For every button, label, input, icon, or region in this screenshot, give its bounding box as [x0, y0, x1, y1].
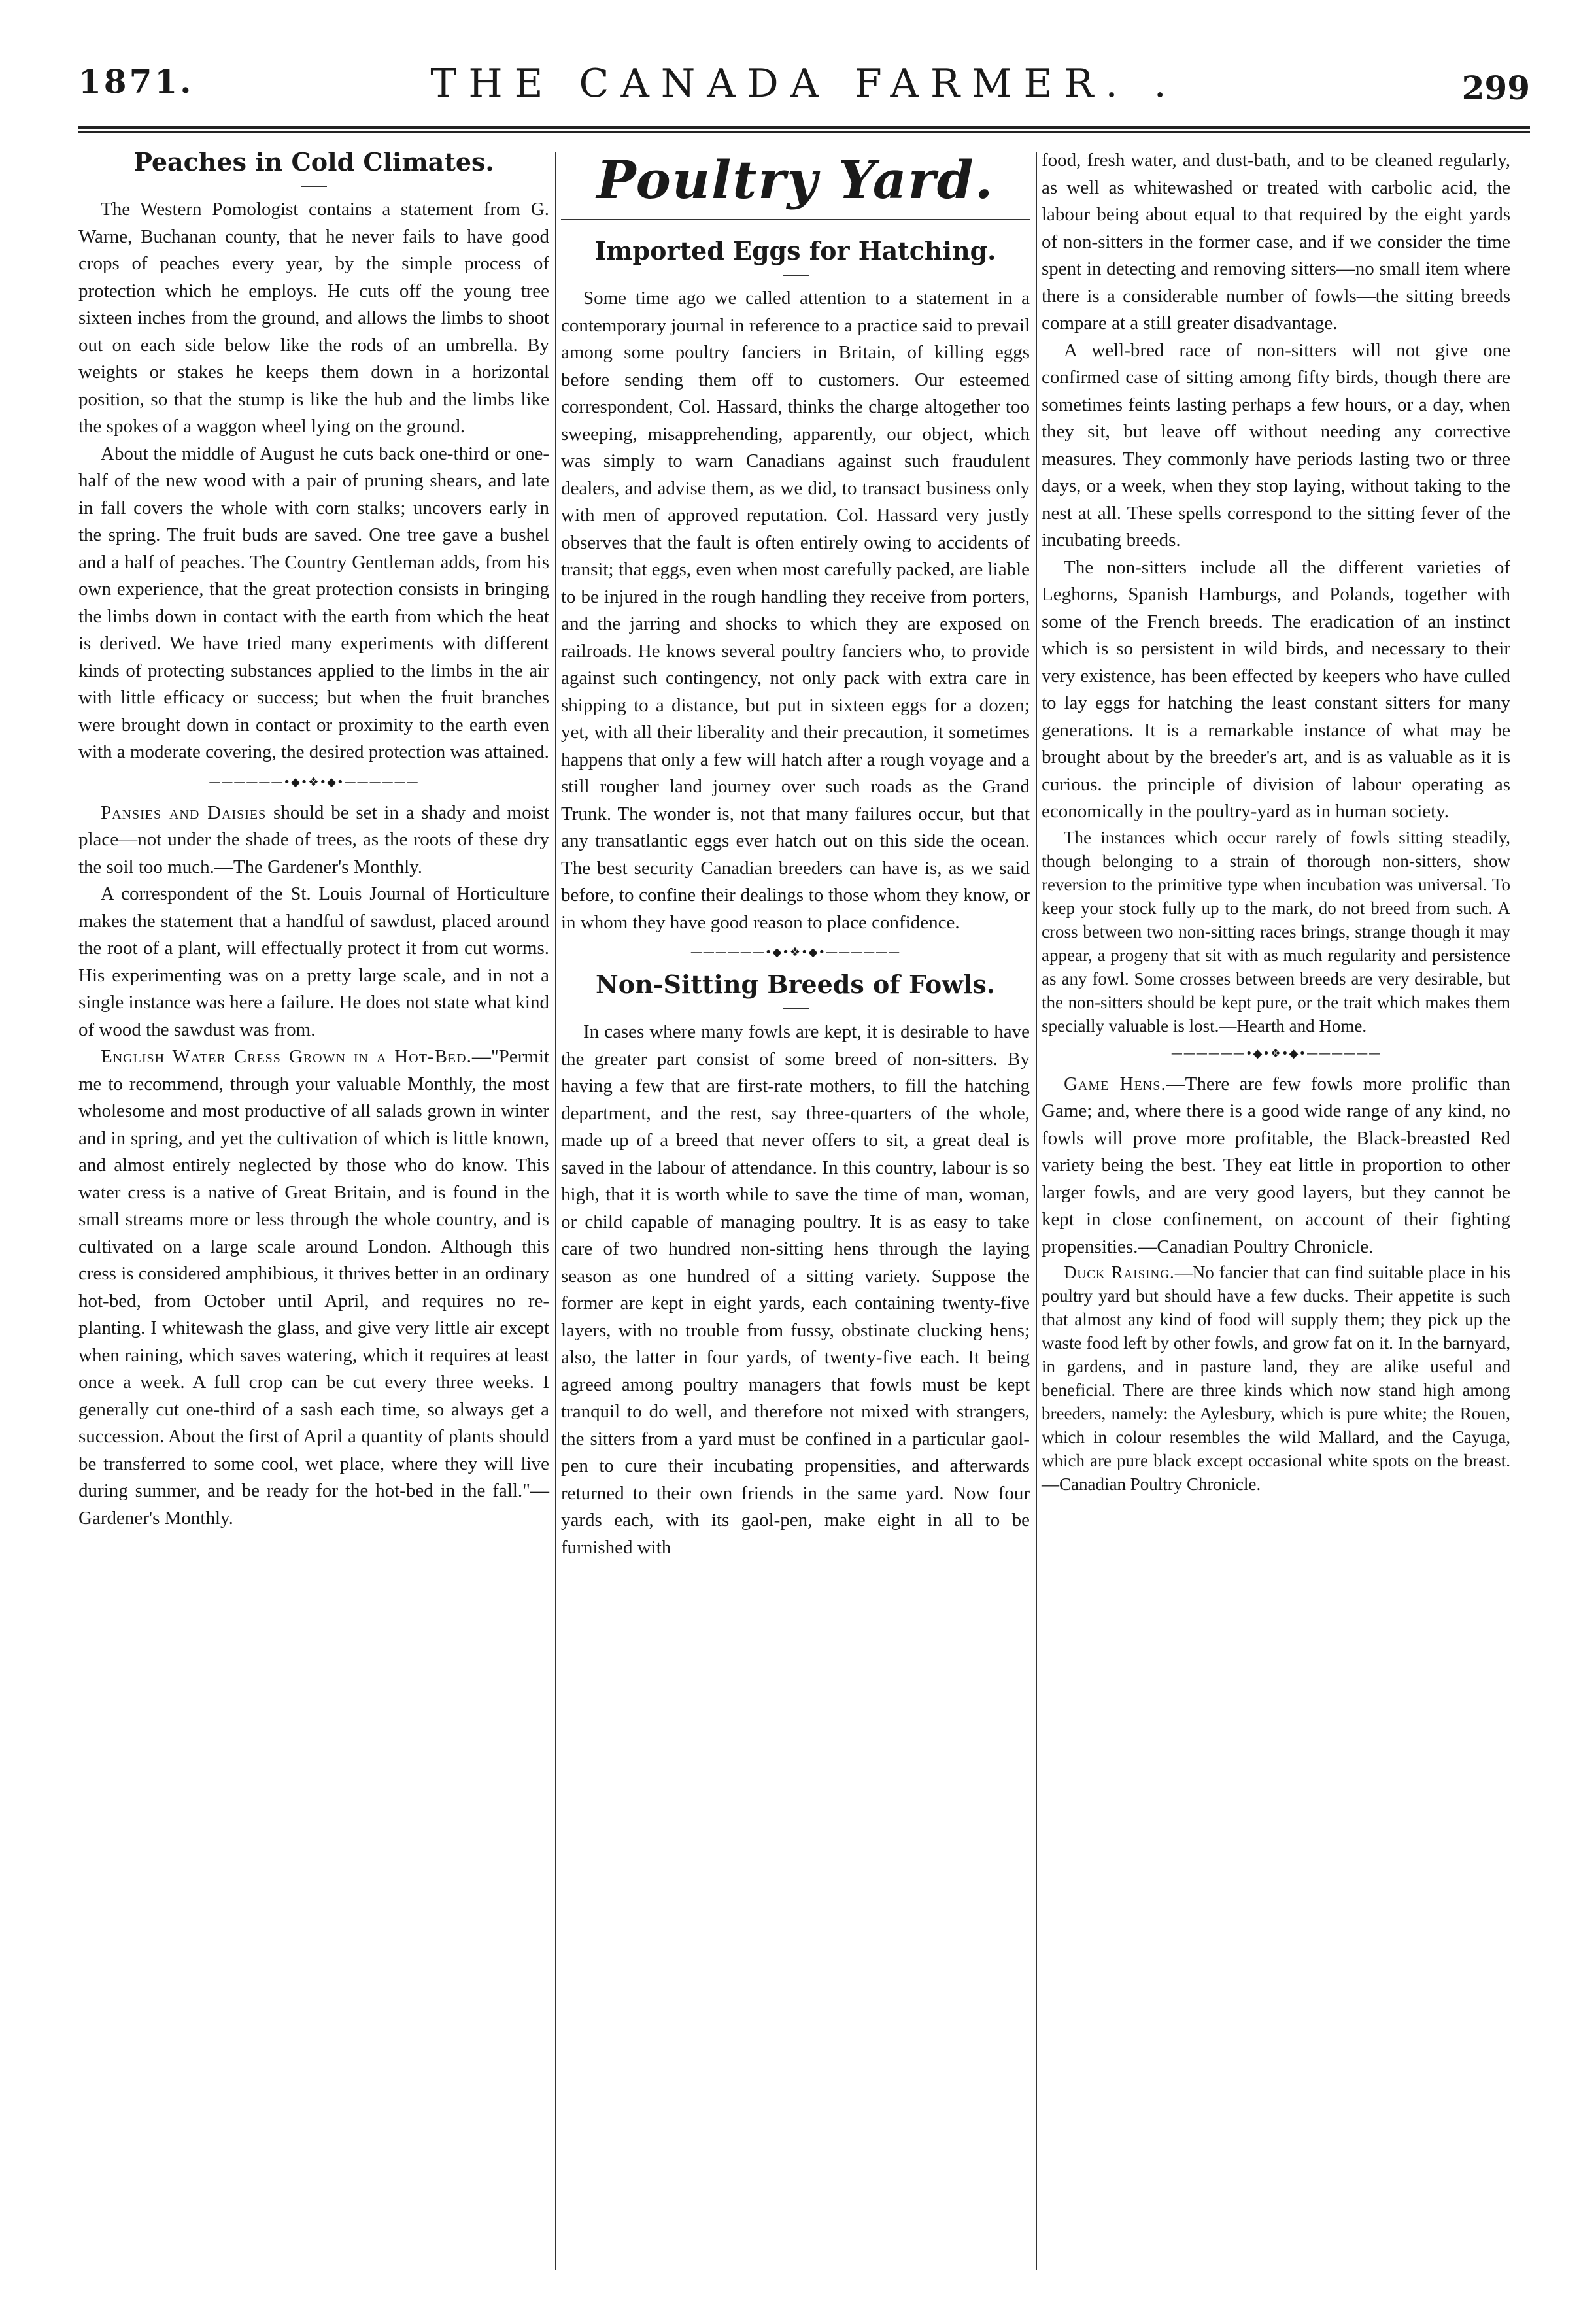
article-heading-peaches: Peaches in Cold Climates.: [133, 147, 494, 177]
paragraph-lead: Game Hens.: [1064, 1073, 1166, 1094]
heading-dash: [301, 186, 327, 187]
article-paragraph: food, fresh water, and dust-bath, and to be cleaned regularly, as well as whitewashed or treated with carbolic acid, the labour being about equal to that required by the eight yards of non-sitters in the former case, and if we consider the time spent in detecting and removing sitters—no small item where there is a considerable number of fowls—the sitting breeds compare at a still greater disadvantage.: [1042, 150, 1510, 333]
header-rule: [78, 126, 1530, 129]
section-ornament: ——————•◆•❖•◆•——————: [209, 775, 419, 789]
article-heading-imported-eggs: Imported Eggs for Hatching.: [594, 236, 996, 265]
section-ornament: ——————•◆•❖•◆•——————: [1170, 1046, 1382, 1060]
section-rule: [561, 219, 1030, 220]
column-1: [78, 147, 549, 1532]
column-3: [1042, 147, 1510, 1496]
article-paragraph-small: The instances which occur rarely of fowls sitting steadily, though belonging to a strain of thorough non-sitters, show reversion to the primitive type when incubation was universal. To keep your stock fully up to the mark, do not breed from such. A cross between two non-sitting races brings, strange though it may appear, a progeny that sit with as much regularity and persistence as any fowl. Some crosses between breeds are very desirable, but the non-sitters should be kept pure, or the trait which makes them specially valuable is lost.—Hearth and Home.: [1042, 827, 1510, 1036]
paragraph-lead: English Water Cress Grown in a Hot-Bed.: [101, 1046, 472, 1067]
paragraph-lead: Duck Raising.: [1064, 1262, 1175, 1282]
section-title-poultry-yard: Poultry Yard.: [596, 149, 994, 211]
paragraph-text: should be set in a shady and moist place—not under the shade of trees, as the roots of these dry the soil too much.—The Gardener's Monthly.: [78, 802, 550, 877]
column-divider-1: [555, 152, 556, 2270]
article-paragraph: The Western Pomologist contains a statement from G. Warne, Buchanan county, that he never fails to have good crops of peaches every year, by the simple process of protection which he employs. He cuts off the young tree sixteen inches from the ground, and allows the limbs to shoot out on each side below like the rods of an umbrella. By weights or stakes he keeps them down in a horizontal position, so that the stump is like the hub and the limbs like the spokes of a waggon wheel lying on the ground.: [78, 199, 549, 437]
article-paragraph: The non-sitters include all the different varieties of Leghorns, Spanish Hamburgs, and Polands, together with some of the French breeds. The eradication of an instinct which is so persistent in wild birds, and necessary to their very existence, has been effected by keepers who have culled to lay eggs for hatching the least constant sitters for many generations. It is a remarkable instance of what may be brought about by the breeder's art, and is as valuable as it is curious. the principle of division of labour operating as economically in the poultry-yard as in human society.: [1042, 556, 1510, 822]
column-2: [561, 147, 1030, 1561]
header-title: THE CANADA FARMER. .: [430, 61, 1178, 107]
column-divider-2: [1036, 152, 1037, 2270]
heading-dash: [783, 275, 809, 276]
heading-dash: [783, 1008, 809, 1009]
header-rule-thin: [78, 131, 1530, 133]
header-page-number: 299: [1461, 69, 1530, 107]
page-header: [78, 62, 1530, 124]
article-paragraph: About the middle of August he cuts back one-third or one-half of the new wood with a pair of pruning shears, and late in fall covers the whole with corn stalks; uncovers early in the spring. The fruit buds are saved. One tree gave a bushel and a half of peaches. The Country Gentleman adds, from his own experience, that the great protection consists in bringing the limbs down in contact with the earth from which the heat is derived. We have tried many experiments with different kinds of protecting substances applied to the limbs in the air with little efficacy or success; but when the fruit branches were brought down in contact or proximity to the earth even with a moderate covering, the desired protection was attained.: [78, 443, 549, 762]
paragraph-text: —No fancier that can find suitable place in his poultry yard but should have a few ducks. Their appetite is such that almost any kind of food will supply them; they pick up the waste food left by other fowls, and grow fat on it. In the barnyard, in gardens, and in pasture land, they are alike useful and beneficial. There are three kinds which now stand high among breeders, namely: the Aylesbury, which is pure white; the Rouen, which in colour resembles the wild Mallard, and the Cayuga, which are pure black except occasional white spots on the breast.—Canadian Poultry Chronicle.: [1042, 1262, 1510, 1494]
article-paragraph: Some time ago we called attention to a statement in a contemporary journal in reference to a practice said to prevail among some poultry fanciers in Britain, of killing eggs before sending them off to customers. Our esteemed correspondent, Col. Hassard, thinks the charge altogether too sweeping, misapprehending, apparently, our object, which was simply to warn Canadians against such fraudulent dealers, and advise them, as we did, to transact business only with men of approved reputation. Col. Hassard very justly observes that the fault is often entirely owing to accidents of transit; that eggs, even when most carefully packed, are liable to be injured in the rough handling they receive from porters, and the jarring and shocks to which they are exposed on railroads. He knows several poultry fanciers who, to provide against such contingency, not only pack with extra care in shipping to a distance, but put in sixteen eggs for a dozen; yet, with all their liberality and their precaution, it sometimes happens that only a few will hatch after a rough voyage and a still rougher land journey over such roads as the Grand Trunk. The wonder is, not that many failures occur, but that any transatlantic eggs ever hatch out on this side the ocean. The best security Canadian breeders can have is, as we said before, to confine their dealings to those whom they know, or in whom they have good reason to place confidence.: [561, 288, 1030, 933]
article-paragraph: A well-bred race of non-sitters will not give one confirmed case of sitting among fifty birds, though there are sometimes feints lasting perhaps a few hours, or a day, when they sit, but leave off without needing any corrective measures. They commonly have periods lasting two or three days, or a week, when they stop laying, without taking to the nest at all. These spells correspond to the sitting fever of the incubating breeds.: [1042, 339, 1510, 551]
article-paragraph: In cases where many fowls are kept, it is desirable to have the greater part consist of some breed of non-sitters. By having a few that are first-rate mothers, to fill the hatching department, and the rest, say three-quarters of the whole, made up of a breed that never offers to sit, a great deal is saved in the labour of attendance. In this country, labour is so high, that it is worth while to save the time of man, woman, or child capable of managing poultry. It is as easy to take care of two hundred non-sitting hens through the laying season as one hundred of a sitting variety. Suppose the former are kept in eight yards, each containing twenty-five layers, with no trouble from fussy, obstinate clucking hens; also, the latter in four yards, of twenty-five each. It being agreed among poultry managers that fowls must be kept tranquil to do well, and therefore not mixed with strangers, the sitters from a yard must be confined in a particular gaol-pen to cure their incubating propensities, and afterwards returned to their own friends in the same yard. Now four yards each, with its gaol-pen, make eight in all to be furnished with: [561, 1021, 1030, 1558]
section-ornament: ——————•◆•❖•◆•——————: [690, 945, 901, 959]
article-heading-non-sitting: Non-Sitting Breeds of Fowls.: [596, 970, 995, 999]
article-paragraph: A correspondent of the St. Louis Journal of Horticulture makes the statement that a handful of sawdust, placed around the root of a plant, will effectually protect it from cut worms. His experimenting was on a pretty large scale, and in not a single instance was here a failure. He does not state what kind of wood the sawdust was from.: [78, 883, 549, 1040]
article-paragraph-duck-raising: [1042, 1261, 1510, 1496]
header-year: 1871.: [78, 62, 194, 101]
paragraph-text: —"Permit me to recommend, through your valuable Monthly, the most wholesome and most productive of all salads grown in winter and in spring, and yet the cultivation of which is little known, and almost entirely neglected by those who do know. This water cress is a native of Great Britain, and is found in the small streams more or less through the whole country, and is cultivated on a large scale around London. Although this cress is considered amphibious, it thrives better in an ordinary hot-bed, from October until April, and requires no re-planting. I whitewash the glass, and give very little air except when raining, which saves watering, which it requires at least once a week. A full crop can be cut every three weeks. I generally cut one-third of a sash each time, so always get a succession. About the first of April a quantity of plants should be transferred to some cool, wet place, where they will live during summer, and be ready for the hot-bed in the fall."—Gardener's Monthly.: [78, 1046, 549, 1529]
article-paragraph-pansies: [78, 800, 549, 881]
article-paragraph-game-hens: [1042, 1071, 1510, 1261]
article-paragraph-water-cress: [78, 1043, 549, 1532]
paragraph-lead: Pansies and Daisies: [101, 802, 267, 823]
paragraph-text: —There are few fowls more prolific than Game; and, where there is a good wide range of any kind, no fowls will prove more profitable, the Black-breasted Red variety being the best. They eat little in proportion to other larger fowls, and are very good layers, but they cannot be kept in close confinement, on account of their fighting propensities.—Canadian Poultry Chronicle.: [1042, 1073, 1510, 1257]
